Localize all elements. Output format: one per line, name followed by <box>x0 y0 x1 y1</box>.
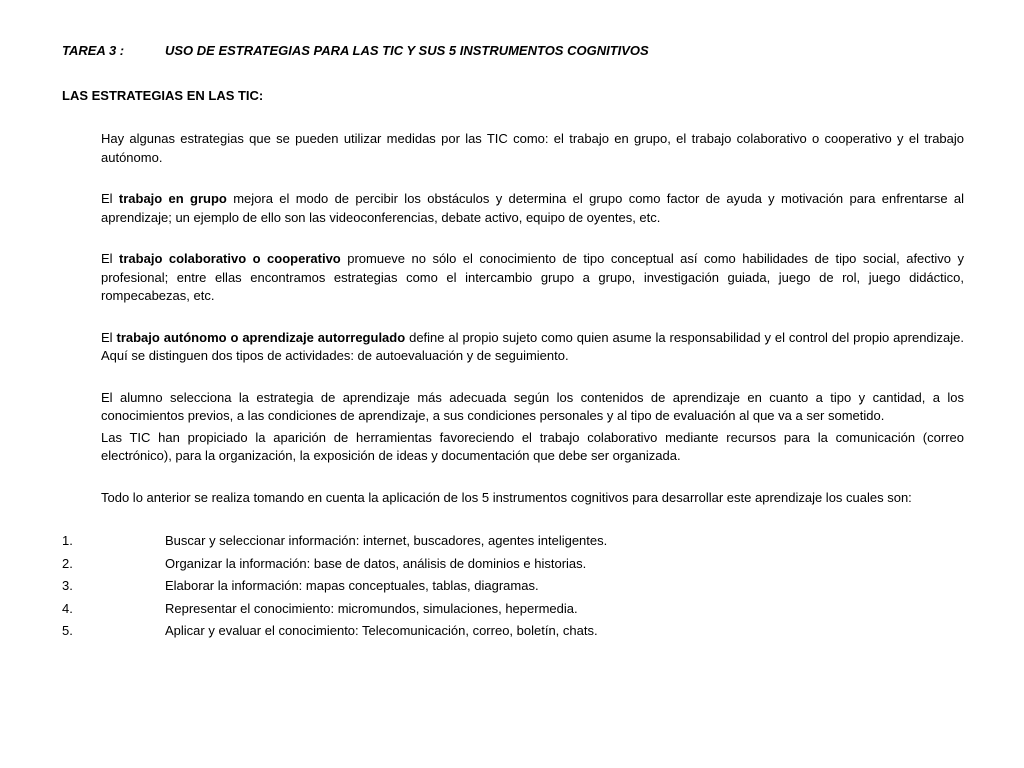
paragraph-text: promueve no sólo el conocimiento de tipo conceptual así como habilidades de tipo social, afectivo y profesional; entre ellas encontramos estrategias como el intercambio grupo a grupo, investigación guiada, juego de rol, juego didáctico, rompecabezas, etc. <box>101 251 964 303</box>
paragraph-tic-tools: Las TIC han propiciado la aparición de herramientas favoreciendo el trabajo colaborativo mediante recursos para la comunicación (correo electrónico), para la organización, la exposición de ideas y documentación que debe ser organizada. <box>101 429 964 463</box>
paragraph-text: mejora el modo de percibir los obstáculos y determina el grupo como factor de ayuda y motivación para enfrentarse al aprendizaje; un ejemplo de ello son las videoconferencias, debate activo, equipo de oyentes, etc. <box>101 191 965 225</box>
paragraph-text: El <box>101 191 119 206</box>
list-item <box>62 553 964 576</box>
paragraph-collaborative-work <box>101 250 964 306</box>
list-item <box>62 575 964 598</box>
list-item <box>62 620 964 643</box>
paragraph-text: El <box>101 329 117 345</box>
list-item-number: 5. <box>62 623 73 638</box>
instruments-list <box>62 530 964 643</box>
section-heading: LAS ESTRATEGIAS EN LAS TIC: <box>62 88 264 103</box>
document-page <box>62 42 964 643</box>
list-item-number: 2. <box>62 555 73 571</box>
task-title: USO DE ESTRATEGIAS PARA LAS TIC Y SUS 5 INSTRUMENTOS COGNITIVOS <box>165 43 649 58</box>
paragraph-text: define al propio sujeto como quien asume la responsabilidad y el control del propio aprendizaje. Aquí se distinguen dos tipos de actividades: de autoevaluación y de seguimiento. <box>101 329 964 363</box>
list-item <box>62 598 964 621</box>
list-item <box>62 530 964 553</box>
paragraph-autonomous-work <box>101 329 964 366</box>
paragraph-student-strategy: El alumno selecciona la estrategia de aprendizaje más adecuada según los contenidos de aprendizaje en cuanto a tipo y cantidad, a los conocimientos previos, a las condiciones de aprendizaje, a sus condiciones personales y al tipo de evaluación al que va a ser sometido. <box>101 389 964 423</box>
list-item-number: 1. <box>62 533 73 548</box>
list-item-text: Buscar y seleccionar información: internet, buscadores, agentes inteligentes. <box>165 533 608 548</box>
list-item-text: Representar el conocimiento: micromundos, simulaciones, hepermedia. <box>165 600 578 616</box>
list-item-text: Elaborar la información: mapas conceptuales, tablas, diagramas. <box>165 578 539 593</box>
task-label: TAREA 3 : <box>62 43 125 58</box>
bold-term: trabajo en grupo <box>118 191 227 206</box>
list-item-number: 3. <box>62 578 73 593</box>
paragraph-text: El <box>101 251 120 266</box>
bold-term: trabajo autónomo o aprendizaje autorregulado <box>116 329 406 345</box>
paragraph-intro: Hay algunas estrategias que se pueden utilizar medidas por las TIC como: el trabajo en grupo, el trabajo colaborativo o cooperativo y el trabajo autónomo. <box>101 131 964 165</box>
paragraph-group-work <box>101 190 964 227</box>
document-title <box>62 42 964 62</box>
list-item-text: Aplicar y evaluar el conocimiento: Telecomunicación, correo, boletín, chats. <box>165 623 598 638</box>
list-item-text: Organizar la información: base de datos, análisis de dominios e historias. <box>165 555 587 571</box>
bold-term: trabajo colaborativo o cooperativo <box>119 251 341 266</box>
list-item-number: 4. <box>62 600 73 616</box>
paragraph-cognitive-instruments: Todo lo anterior se realiza tomando en cuenta la aplicación de los 5 instrumentos cognitivos para desarrollar este aprendizaje los cuales son: <box>101 489 912 505</box>
